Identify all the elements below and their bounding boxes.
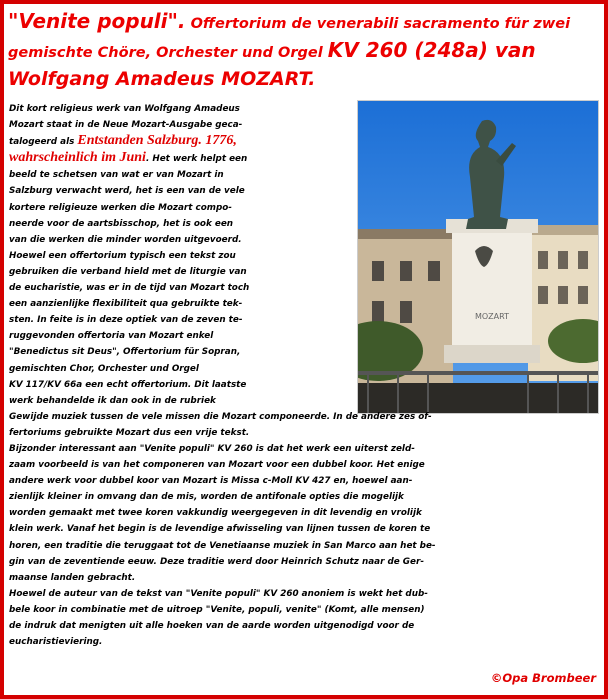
text-line: bele koor in combinatie met de uitroep "Venite, populi, venite" (Komt, alle mensen) bbox=[9, 604, 425, 615]
text-line: eucharistieviering. bbox=[9, 637, 103, 648]
text-line: Hoewel de auteur van de tekst van "Venite populi" KV 260 anoniem is wekt het dub- bbox=[9, 588, 428, 599]
text-line: sten. In feite is in deze optiek van de zeven te- bbox=[9, 315, 243, 326]
text-line: Bijzonder interessant aan "Venite populi" KV 260 is dat het werk een uiterst zeld- bbox=[9, 443, 415, 454]
text-line: Hoewel een offertorium typisch een tekst zou bbox=[9, 250, 236, 261]
text-line: gin van de zeventiende eeuw. Deze traditie werd door Heinrich Schutz naar de Ger- bbox=[9, 556, 424, 567]
text-line: Dit kort religieus werk van Wolfgang Amadeus bbox=[9, 104, 240, 114]
text-line: Mozart staat in de Neue Mozart-Ausgabe geca- bbox=[9, 120, 243, 131]
text-line: een aanzienlijke flexibiliteit qua gebruikte tek- bbox=[9, 299, 243, 310]
text-line: zienlijk kleiner in omvang dan de mis, worden de antifonale opties die mogelijk bbox=[9, 492, 404, 503]
text-line: "Benedictus sit Deus", Offertorium für Sopran, bbox=[9, 347, 241, 358]
text-line: KV 117/KV 66a een echt offertorium. Dit laatste bbox=[9, 379, 247, 390]
text-line: kortere religieuze werken die Mozart compo- bbox=[9, 202, 232, 213]
composition-date-highlight: Entstanden Salzburg. 1776, bbox=[77, 133, 237, 149]
text-line: ruggevonden offertoria van Mozart enkel bbox=[9, 331, 214, 342]
article-body bbox=[9, 101, 601, 650]
text-line: wahrscheinlich im Juni. Het werk helpt een bbox=[9, 150, 248, 166]
author-credit: ©Opa Brombeer bbox=[490, 671, 596, 685]
text-line: gemischten Chor, Orchester und Orgel bbox=[9, 363, 199, 374]
text-line: gebruiken die verband hield met de liturgie van bbox=[9, 266, 247, 277]
text-line: fertoriums gebruikte Mozart dus een vrije tekst. bbox=[9, 427, 250, 438]
text-line: Gewijde muziek tussen de vele missen die Mozart componeerde. In de andere zes of- bbox=[9, 411, 432, 422]
text-line: de eucharistie, was er in de tijd van Mozart toch bbox=[9, 283, 250, 294]
text-line: talogeerd als Entstanden Salzburg. 1776, bbox=[9, 133, 237, 149]
work-title: "Venite populi". bbox=[8, 9, 186, 33]
text-line: van die werken die minder worden uitgevoerd. bbox=[9, 234, 242, 245]
composer-name: Wolfgang Amadeus MOZART. bbox=[8, 68, 316, 90]
text-line: beeld te schetsen van wat er van Mozart in bbox=[9, 170, 224, 181]
text-line: klein werk. Vanaf het begin is de levendige afwisseling van lijnen tussen de koren te bbox=[9, 524, 431, 535]
svg-text:MOZART: MOZART bbox=[474, 312, 510, 321]
text-line: werk behandelde ik dan ook in de rubriek bbox=[9, 395, 216, 406]
page-title bbox=[8, 8, 598, 94]
composition-month-highlight: wahrscheinlich im Juni bbox=[9, 150, 146, 166]
catalog-number: KV 260 (248a) van bbox=[327, 38, 536, 62]
text-line: worden gemaakt met twee koren vakkundig weergegeven in dit levendig en vrolijk bbox=[9, 508, 422, 519]
text-line: andere werk voor dubbel koor van Mozart is Missa c-Moll KV 427 en, hoewel aan- bbox=[9, 476, 413, 487]
text-line: maanse landen gebracht. bbox=[9, 572, 136, 583]
work-subtitle: Offertorium de venerabili sacramento für zwei gemischte Chöre, Orchester und Orgel bbox=[8, 16, 571, 61]
text-line: neerde voor de aartsbisschop, het is ook een bbox=[9, 218, 234, 229]
text-line: horen, een traditie die teruggaat tot de Venetiaanse muziek in San Marco aan het be- bbox=[9, 540, 436, 551]
text-line: Salzburg verwacht werd, het is een van de vele bbox=[9, 186, 245, 197]
text-line: zaam voorbeeld is van het componeren van Mozart voor een dubbel koor. Het enige bbox=[9, 460, 425, 471]
text-line: de indruk dat menigten uit alle hoeken van de aarde worden uitgenodigd voor de bbox=[9, 621, 415, 631]
